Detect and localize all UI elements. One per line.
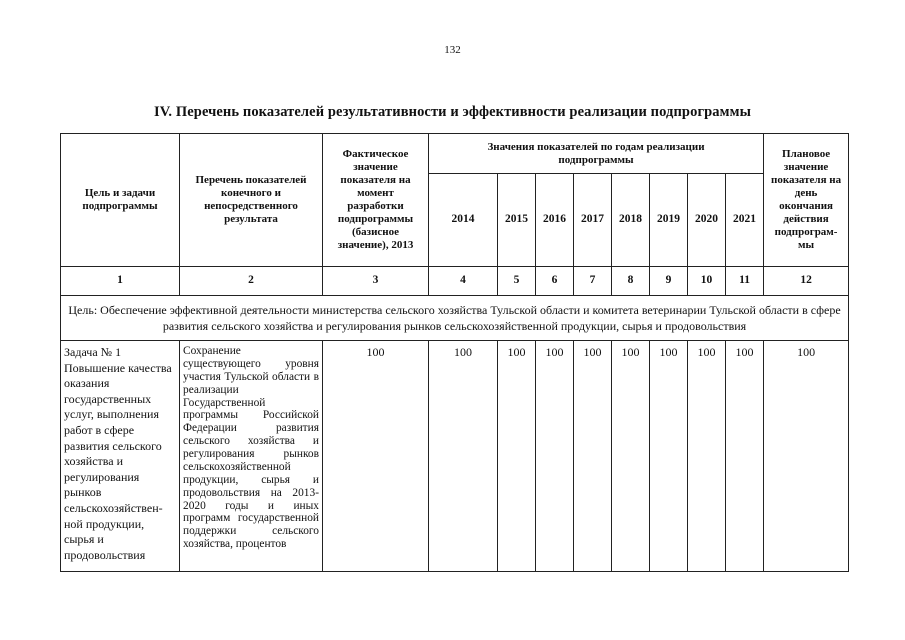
column-number: 6: [536, 267, 574, 296]
column-number: 2: [180, 267, 323, 296]
column-number: 12: [764, 267, 849, 296]
table-row: [61, 341, 849, 572]
header-year: 2019: [650, 174, 688, 267]
column-number: 3: [323, 267, 429, 296]
goal-text: Цель: Обеспечение эффективной деятельности министерства сельского хозяйства Тульской области и комитета ветеринарии Тульской области в сфере развития сельского хозяйства и регулирования рынков сельскохозяйственной продукции, сырья и продовольствия: [61, 296, 849, 341]
year-value-cell: 100: [498, 341, 536, 572]
page-title: IV. Перечень показателей результативности и эффективности реализации подпрограммы: [153, 104, 752, 120]
page-number: 132: [444, 44, 461, 56]
header-year: 2015: [498, 174, 536, 267]
year-value-cell: 100: [650, 341, 688, 572]
column-number: 8: [612, 267, 650, 296]
year-value-cell: 100: [429, 341, 498, 572]
header-year: 2016: [536, 174, 574, 267]
column-numbers-row: [61, 267, 849, 296]
header-year: 2017: [574, 174, 612, 267]
header-years-group: Значения показателей по годам реализации подпрограммы: [429, 134, 764, 174]
year-value-cell: 100: [574, 341, 612, 572]
header-year: 2018: [612, 174, 650, 267]
header-year: 2014: [429, 174, 498, 267]
header-goal-tasks: Цель и задачи подпрограммы: [61, 134, 180, 267]
indicator-cell: Сохранение существующего уровня участия Тульской области в реализации Государственной программы Российской Федерации развития сельского хозяйства и регулирования рынков сельскохозяйственной продукции, сырья и продовольствия на 2013-2020 годы и иных программ государственной поддержки сельского хозяйства, процентов: [180, 341, 323, 572]
year-value-cell: 100: [536, 341, 574, 572]
column-number: 4: [429, 267, 498, 296]
planned-value-cell: 100: [764, 341, 849, 572]
column-number: 10: [688, 267, 726, 296]
column-number: 9: [650, 267, 688, 296]
column-number: 7: [574, 267, 612, 296]
goal-row: [61, 296, 849, 341]
column-number: 1: [61, 267, 180, 296]
header-planned-value: Плановое значение показателя на день окончания действия подпрограм-мы: [764, 134, 849, 267]
task-cell: Задача № 1 Повышение качества оказания государственных услуг, выполнения работ в сфере развития сельского хозяйства и регулирования рынков сельскохозяйствен-ной продукции, сырья и продовольствия: [61, 341, 180, 572]
header-base-value: Фактическое значение показателя на момент разработки подпрограммы (базисное значение), 2013: [323, 134, 429, 267]
header-year: 2020: [688, 174, 726, 267]
year-value-cell: 100: [612, 341, 650, 572]
header-year: 2021: [726, 174, 764, 267]
base-value-cell: 100: [323, 341, 429, 572]
column-number: 11: [726, 267, 764, 296]
indicators-table: [60, 133, 849, 572]
column-number: 5: [498, 267, 536, 296]
year-value-cell: 100: [726, 341, 764, 572]
header-indicators: Перечень показателей конечного и непосредственного результата: [180, 134, 323, 267]
year-value-cell: 100: [688, 341, 726, 572]
